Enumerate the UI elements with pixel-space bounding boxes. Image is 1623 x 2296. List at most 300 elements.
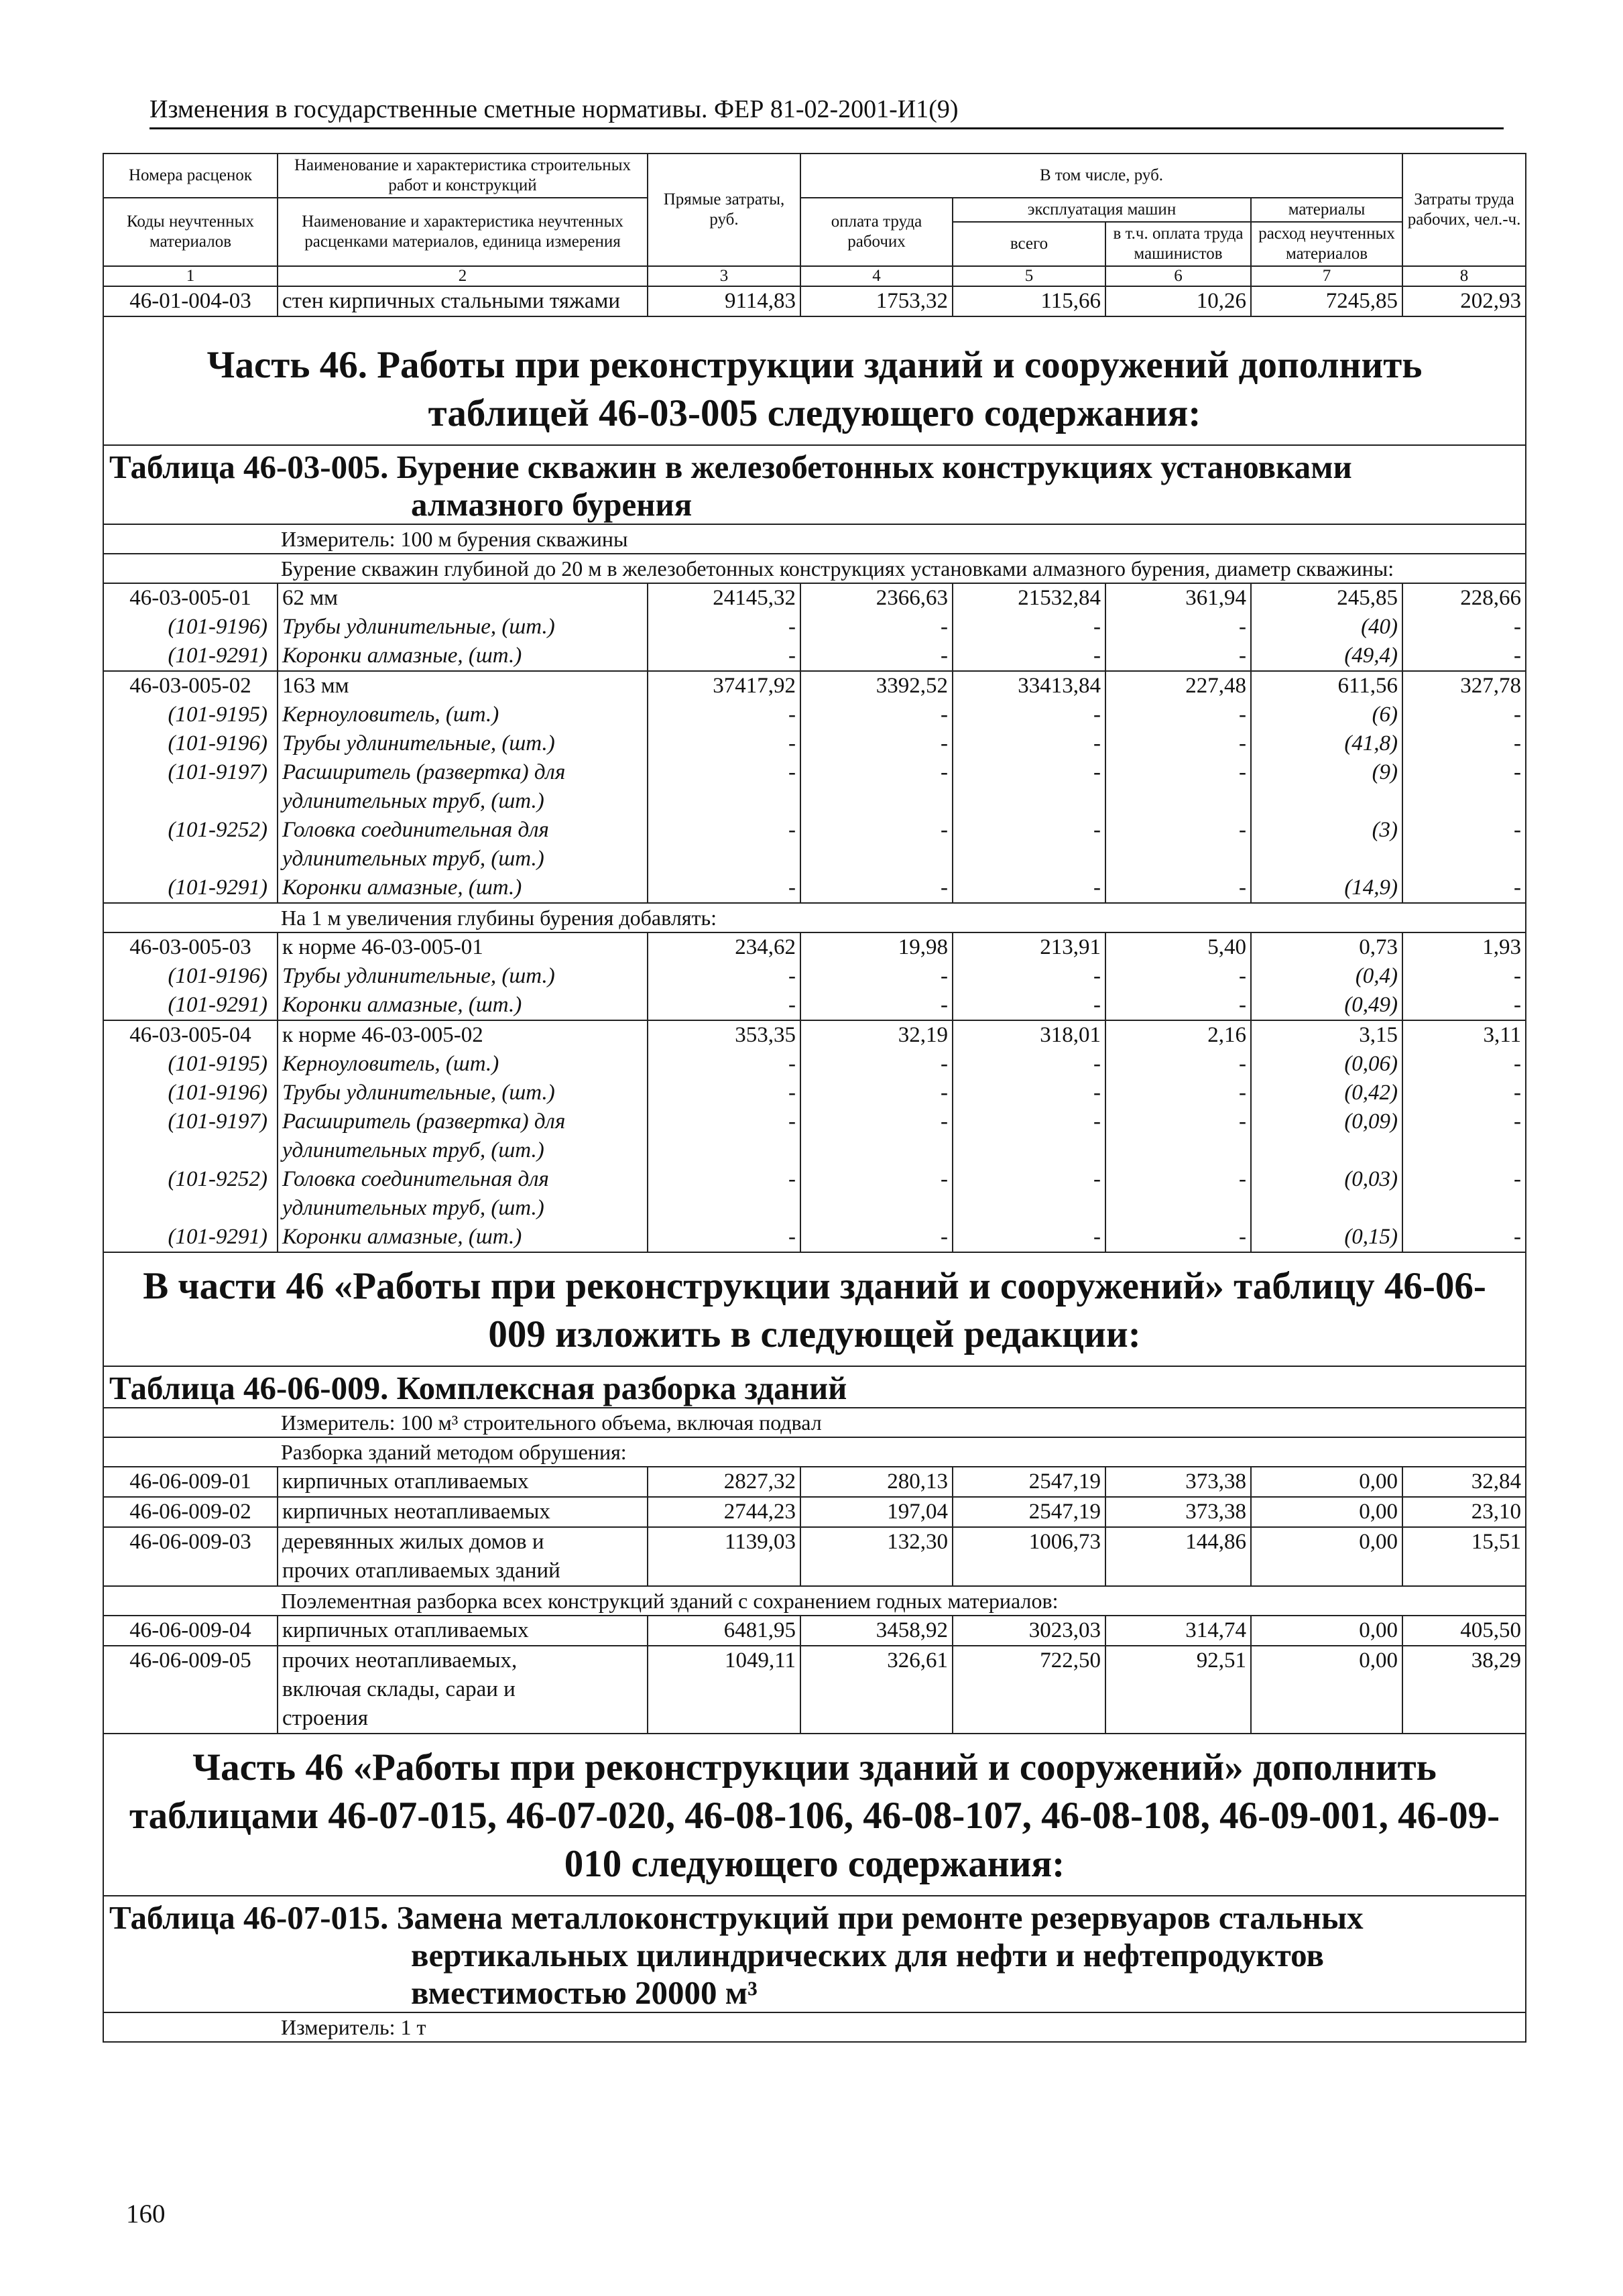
value-cell: 3458,92 xyxy=(800,1616,953,1646)
table-46-03-005-title xyxy=(103,445,1526,524)
value-cell: 23,10 xyxy=(1402,1497,1526,1527)
section-label: На 1 м увеличения глубины бурения добавлять: xyxy=(103,903,1526,932)
value-cell: 19,98 xyxy=(800,932,953,962)
material-consumption: (0,03) xyxy=(1251,1165,1402,1194)
empty-value-cell: - xyxy=(648,962,800,991)
table-46-06-009-title: Таблица 46-06-009. Комплексная разборка зданий xyxy=(103,1366,1526,1408)
col2-bottom-header: Наименование и характеристика неучтенных расценками материалов, единица измерения xyxy=(278,198,648,266)
rate-code: 46-03-005-03 xyxy=(103,932,278,962)
empty-cell xyxy=(800,1194,953,1223)
col-num: 1 xyxy=(103,266,278,286)
empty-value-cell: - xyxy=(1105,729,1251,758)
col-num: 4 xyxy=(800,266,953,286)
rate-name xyxy=(278,1646,648,1734)
empty-value-cell: - xyxy=(1105,642,1251,671)
empty-value-cell: - xyxy=(800,816,953,845)
empty-value-cell: - xyxy=(1105,1050,1251,1079)
value-cell: 722,50 xyxy=(953,1646,1105,1734)
rate-code: 46-03-005-02 xyxy=(103,671,278,701)
col7-header: расход неучтенных материалов xyxy=(1251,222,1402,266)
table-row xyxy=(103,787,1526,816)
material-name: Головка соединительная для xyxy=(278,1165,648,1194)
table-row xyxy=(103,962,1526,991)
empty-value-cell: - xyxy=(1105,991,1251,1020)
value-cell: 33413,84 xyxy=(953,671,1105,701)
empty-cell xyxy=(648,1136,800,1165)
empty-value-cell: - xyxy=(1105,1107,1251,1136)
empty-cell xyxy=(1402,1136,1526,1165)
empty-cell xyxy=(1105,1194,1251,1223)
value-cell: 2,16 xyxy=(1105,1020,1251,1050)
material-name: Коронки алмазные, (шт.) xyxy=(278,991,648,1020)
material-code: (101-9196) xyxy=(103,1079,278,1107)
empty-cell xyxy=(1251,787,1402,816)
value-cell: 0,73 xyxy=(1251,932,1402,962)
value-cell: 3023,03 xyxy=(953,1616,1105,1646)
empty-value-cell: - xyxy=(1105,613,1251,642)
measure-unit: Измеритель: 1 т xyxy=(103,2012,1526,2042)
value-cell: 202,93 xyxy=(1402,286,1526,316)
rate-code: 46-06-009-05 xyxy=(103,1646,278,1734)
empty-cell xyxy=(1251,1194,1402,1223)
value-cell: 3392,52 xyxy=(800,671,953,701)
rate-name-line: кирпичных неотапливаемых xyxy=(282,1500,550,1524)
value-cell: 0,00 xyxy=(1251,1497,1402,1527)
empty-value-cell: - xyxy=(800,758,953,787)
rate-code: 46-03-005-01 xyxy=(103,583,278,613)
rate-group xyxy=(103,1020,1526,1252)
material-name: Головка соединительная для xyxy=(278,816,648,845)
value-cell: 5,40 xyxy=(1105,932,1251,962)
empty-value-cell: - xyxy=(1402,1223,1526,1252)
material-name: Расширитель (развертка) для xyxy=(278,758,648,787)
rate-code: 46-03-005-04 xyxy=(103,1020,278,1050)
empty-cell xyxy=(953,1136,1105,1165)
material-code: (101-9197) xyxy=(103,758,278,787)
table-row xyxy=(103,1165,1526,1194)
empty-cell xyxy=(1105,787,1251,816)
table-row xyxy=(103,729,1526,758)
value-cell: 0,00 xyxy=(1251,1616,1402,1646)
empty-value-cell: - xyxy=(1402,816,1526,845)
table-row xyxy=(103,991,1526,1020)
norms-table xyxy=(103,153,1526,2043)
rate-code: 46-06-009-03 xyxy=(103,1527,278,1586)
empty-value-cell: - xyxy=(1402,1079,1526,1107)
table-row xyxy=(103,1050,1526,1079)
empty-cell xyxy=(800,845,953,873)
material-consumption: (49,4) xyxy=(1251,642,1402,671)
materials-header: материалы xyxy=(1251,198,1402,222)
empty-value-cell: - xyxy=(1402,613,1526,642)
table-row xyxy=(103,701,1526,729)
empty-value-cell: - xyxy=(648,1050,800,1079)
column-numbers-row xyxy=(103,266,1526,286)
col2-top-header: Наименование и характеристика строительных работ и конструкций xyxy=(278,154,648,198)
empty-value-cell: - xyxy=(648,613,800,642)
rate-name xyxy=(278,1467,648,1497)
empty-cell xyxy=(1402,845,1526,873)
material-code: (101-9291) xyxy=(103,873,278,903)
value-cell: 1006,73 xyxy=(953,1527,1105,1586)
empty-cell xyxy=(648,845,800,873)
empty-value-cell: - xyxy=(800,1223,953,1252)
material-consumption: (9) xyxy=(1251,758,1402,787)
rate-name xyxy=(278,1497,648,1527)
col5-header: всего xyxy=(953,222,1105,266)
material-consumption: (14,9) xyxy=(1251,873,1402,903)
empty-value-cell: - xyxy=(800,1165,953,1194)
empty-value-cell: - xyxy=(1402,1050,1526,1079)
value-cell: 2744,23 xyxy=(648,1497,800,1527)
rate-group xyxy=(103,583,1526,671)
value-cell: 37417,92 xyxy=(648,671,800,701)
empty-value-cell: - xyxy=(648,1107,800,1136)
value-cell: 318,01 xyxy=(953,1020,1105,1050)
empty-value-cell: - xyxy=(1402,758,1526,787)
value-cell: 373,38 xyxy=(1105,1467,1251,1497)
material-consumption: (0,42) xyxy=(1251,1079,1402,1107)
section-label: Поэлементная разборка всех конструкций зданий с сохранением годных материалов: xyxy=(103,1586,1526,1616)
value-cell: 3,15 xyxy=(1251,1020,1402,1050)
value-cell: 15,51 xyxy=(1402,1527,1526,1586)
empty-cell xyxy=(953,1194,1105,1223)
empty-value-cell: - xyxy=(648,991,800,1020)
material-code: (101-9252) xyxy=(103,816,278,845)
spacer xyxy=(103,316,1526,332)
part3-title: Часть 46 «Работы при реконструкции зданий и сооружений» дополнить таблицами 46-07-015, 46-07-020, 46-08-106, 46-08-107, 46-08-108, 46-09-001, 46-09-010 следующего содержания: xyxy=(103,1734,1526,1896)
empty-cell xyxy=(1105,845,1251,873)
col1-bottom-header: Коды неучтенных материалов xyxy=(103,198,278,266)
col-num: 7 xyxy=(1251,266,1402,286)
empty-value-cell: - xyxy=(1402,729,1526,758)
measure-unit: Измеритель: 100 м бурения скважины xyxy=(103,524,1526,554)
empty-cell xyxy=(103,1136,278,1165)
material-consumption: (41,8) xyxy=(1251,729,1402,758)
material-name: Трубы удлинительные, (шт.) xyxy=(278,1079,648,1107)
value-cell: 38,29 xyxy=(1402,1646,1526,1734)
value-cell: 0,00 xyxy=(1251,1467,1402,1497)
empty-value-cell: - xyxy=(648,1165,800,1194)
material-name: Керноуловитель, (шт.) xyxy=(278,701,648,729)
empty-value-cell: - xyxy=(648,758,800,787)
material-name: Керноуловитель, (шт.) xyxy=(278,1050,648,1079)
value-cell: 144,86 xyxy=(1105,1527,1251,1586)
rate-name: 62 мм xyxy=(278,583,648,613)
value-cell: 197,04 xyxy=(800,1497,953,1527)
empty-cell xyxy=(1402,787,1526,816)
material-code: (101-9195) xyxy=(103,701,278,729)
empty-value-cell: - xyxy=(953,1079,1105,1107)
empty-value-cell: - xyxy=(648,1223,800,1252)
material-code: (101-9196) xyxy=(103,962,278,991)
table-row xyxy=(103,873,1526,903)
value-cell: 9114,83 xyxy=(648,286,800,316)
material-name: Трубы удлинительные, (шт.) xyxy=(278,962,648,991)
empty-cell xyxy=(648,787,800,816)
empty-value-cell: - xyxy=(1402,873,1526,903)
col-num: 8 xyxy=(1402,266,1526,286)
rate-code: 46-06-009-04 xyxy=(103,1616,278,1646)
empty-value-cell: - xyxy=(953,701,1105,729)
value-cell: 7245,85 xyxy=(1251,286,1402,316)
rate-name xyxy=(278,1616,648,1646)
empty-value-cell: - xyxy=(648,701,800,729)
value-cell: 1753,32 xyxy=(800,286,953,316)
rate-name: 163 мм xyxy=(278,671,648,701)
material-consumption: (3) xyxy=(1251,816,1402,845)
material-code: (101-9291) xyxy=(103,1223,278,1252)
section-label: Бурение скважин глубиной до 20 м в железобетонных конструкциях установками алмазного бурения, диаметр скважины: xyxy=(103,554,1526,583)
value-cell: 227,48 xyxy=(1105,671,1251,701)
empty-cell xyxy=(953,787,1105,816)
title-line: Таблица 46-07-015. Замена металлоконструкций при ремонте резервуаров стальных xyxy=(109,1899,1364,1936)
empty-value-cell: - xyxy=(953,1223,1105,1252)
empty-value-cell: - xyxy=(1402,701,1526,729)
value-cell: 1,93 xyxy=(1402,932,1526,962)
empty-cell xyxy=(1251,845,1402,873)
table-row xyxy=(103,816,1526,845)
material-name: Коронки алмазные, (шт.) xyxy=(278,873,648,903)
empty-value-cell: - xyxy=(1105,701,1251,729)
value-cell: 10,26 xyxy=(1105,286,1251,316)
empty-value-cell: - xyxy=(953,642,1105,671)
material-code: (101-9291) xyxy=(103,991,278,1020)
material-consumption: (0,4) xyxy=(1251,962,1402,991)
value-cell: 132,30 xyxy=(800,1527,953,1586)
rate-name-line: деревянных жилых домов и xyxy=(282,1530,544,1554)
measure-unit: Измеритель: 100 м³ строительного объема, включая подвал xyxy=(103,1408,1526,1437)
value-cell: 1049,11 xyxy=(648,1646,800,1734)
material-name: Трубы удлинительные, (шт.) xyxy=(278,613,648,642)
empty-value-cell: - xyxy=(1105,1223,1251,1252)
table-row xyxy=(103,1527,1526,1586)
material-name-cont: удлинительных труб, (шт.) xyxy=(278,1136,648,1165)
value-cell: 361,94 xyxy=(1105,583,1251,613)
empty-cell xyxy=(103,1194,278,1223)
value-cell: 405,50 xyxy=(1402,1616,1526,1646)
title-line: алмазного бурения xyxy=(411,486,693,523)
title-line: Таблица 46-03-005. Бурение скважин в железобетонных конструкциях установками xyxy=(109,448,1352,485)
rate-name xyxy=(278,1527,648,1586)
empty-value-cell: - xyxy=(800,1079,953,1107)
material-name: Коронки алмазные, (шт.) xyxy=(278,642,648,671)
empty-value-cell: - xyxy=(953,1165,1105,1194)
empty-value-cell: - xyxy=(800,701,953,729)
col1-top-header: Номера расценок xyxy=(103,154,278,198)
col4-header: оплата труда рабочих xyxy=(800,198,953,266)
value-cell: 6481,95 xyxy=(648,1616,800,1646)
value-cell: 234,62 xyxy=(648,932,800,962)
empty-value-cell: - xyxy=(953,1107,1105,1136)
table-row xyxy=(103,758,1526,787)
empty-value-cell: - xyxy=(953,873,1105,903)
empty-value-cell: - xyxy=(953,613,1105,642)
value-cell: 245,85 xyxy=(1251,583,1402,613)
value-cell: 2366,63 xyxy=(800,583,953,613)
material-code: (101-9196) xyxy=(103,729,278,758)
value-cell: 2827,32 xyxy=(648,1467,800,1497)
rate-name-line: включая склады, сараи и xyxy=(282,1677,516,1701)
norms-document xyxy=(103,153,1525,2043)
material-name-cont: удлинительных труб, (шт.) xyxy=(278,1194,648,1223)
empty-value-cell: - xyxy=(800,991,953,1020)
col8-header: Затраты труда рабочих, чел.-ч. xyxy=(1402,154,1526,266)
empty-value-cell: - xyxy=(648,816,800,845)
empty-cell xyxy=(1402,1194,1526,1223)
rate-group xyxy=(103,932,1526,1020)
rate-name: стен кирпичных стальными тяжами xyxy=(278,286,648,316)
empty-value-cell: - xyxy=(953,758,1105,787)
material-consumption: (0,49) xyxy=(1251,991,1402,1020)
material-name: Расширитель (развертка) для xyxy=(278,1107,648,1136)
material-name-cont: удлинительных труб, (шт.) xyxy=(278,845,648,873)
group-header: В том числе, руб. xyxy=(800,154,1402,198)
rate-name: к норме 46-03-005-02 xyxy=(278,1020,648,1050)
empty-value-cell: - xyxy=(953,729,1105,758)
material-consumption: (0,15) xyxy=(1251,1223,1402,1252)
value-cell: 32,19 xyxy=(800,1020,953,1050)
empty-value-cell: - xyxy=(1402,642,1526,671)
value-cell: 92,51 xyxy=(1105,1646,1251,1734)
empty-value-cell: - xyxy=(800,1107,953,1136)
col3-header: Прямые затраты, руб. xyxy=(648,154,800,266)
value-cell: 1139,03 xyxy=(648,1527,800,1586)
value-cell: 21532,84 xyxy=(953,583,1105,613)
col-num: 3 xyxy=(648,266,800,286)
table-row xyxy=(103,845,1526,873)
exploit-header: эксплуатация машин xyxy=(953,198,1251,222)
col-num: 6 xyxy=(1105,266,1251,286)
table-row xyxy=(103,1223,1526,1252)
value-cell: 280,13 xyxy=(800,1467,953,1497)
rate-name-line: прочих отапливаемых зданий xyxy=(282,1559,560,1583)
material-name: Коронки алмазные, (шт.) xyxy=(278,1223,648,1252)
table-row xyxy=(103,613,1526,642)
empty-value-cell: - xyxy=(648,729,800,758)
table-row xyxy=(103,1467,1526,1497)
title-line: вертикальных цилиндрических для нефти и нефтепродуктов xyxy=(411,1937,1324,1974)
rate-name-line: строения xyxy=(282,1706,369,1730)
header-row-1 xyxy=(103,154,1526,198)
header-row-2 xyxy=(103,198,1526,222)
rate-name-line: кирпичных отапливаемых xyxy=(282,1469,529,1494)
value-cell: 2547,19 xyxy=(953,1467,1105,1497)
value-cell: 373,38 xyxy=(1105,1497,1251,1527)
material-consumption: (6) xyxy=(1251,701,1402,729)
empty-value-cell: - xyxy=(953,816,1105,845)
material-consumption: (0,09) xyxy=(1251,1107,1402,1136)
empty-value-cell: - xyxy=(648,642,800,671)
table-row xyxy=(103,932,1526,962)
material-code: (101-9196) xyxy=(103,613,278,642)
title-line: вместимостью 20000 м³ xyxy=(411,1974,758,2011)
value-cell: 611,56 xyxy=(1251,671,1402,701)
material-code: (101-9291) xyxy=(103,642,278,671)
table-row xyxy=(103,1194,1526,1223)
rate-code: 46-06-009-02 xyxy=(103,1497,278,1527)
page-header: Изменения в государственные сметные нормативы. ФЕР 81-02-2001-И1(9) xyxy=(149,93,1504,129)
part2-title: В части 46 «Работы при реконструкции зданий и сооружений» таблицу 46-06-009 изложить в следующей редакции: xyxy=(103,1252,1526,1366)
rate-name-line: кирпичных отапливаемых xyxy=(282,1618,529,1642)
empty-value-cell: - xyxy=(953,1050,1105,1079)
empty-cell xyxy=(1105,1136,1251,1165)
empty-value-cell: - xyxy=(1402,1165,1526,1194)
empty-value-cell: - xyxy=(800,873,953,903)
empty-value-cell: - xyxy=(800,613,953,642)
value-cell: 115,66 xyxy=(953,286,1105,316)
empty-value-cell: - xyxy=(648,873,800,903)
table-row xyxy=(103,1616,1526,1646)
value-cell: 353,35 xyxy=(648,1020,800,1050)
rate-name-line: прочих неотапливаемых, xyxy=(282,1648,518,1673)
rate-group xyxy=(103,1616,1526,1734)
col6-header: в т.ч. оплата труда машинистов xyxy=(1105,222,1251,266)
empty-value-cell: - xyxy=(800,729,953,758)
empty-cell xyxy=(800,1136,953,1165)
value-cell: 32,84 xyxy=(1402,1467,1526,1497)
empty-value-cell: - xyxy=(1105,873,1251,903)
empty-cell xyxy=(103,845,278,873)
rate-group xyxy=(103,1467,1526,1586)
col-num: 2 xyxy=(278,266,648,286)
table-row xyxy=(103,1136,1526,1165)
empty-value-cell: - xyxy=(1105,1165,1251,1194)
part1-title: Часть 46. Работы при реконструкции зданий и сооружений дополнить таблицей 46-03-005 следующего содержания: xyxy=(103,332,1526,445)
material-name: Трубы удлинительные, (шт.) xyxy=(278,729,648,758)
col-num: 5 xyxy=(953,266,1105,286)
section-label: Разборка зданий методом обрушения: xyxy=(103,1437,1526,1467)
value-cell: 0,00 xyxy=(1251,1527,1402,1586)
empty-cell xyxy=(648,1194,800,1223)
material-code: (101-9197) xyxy=(103,1107,278,1136)
empty-cell xyxy=(800,787,953,816)
table-row xyxy=(103,1646,1526,1734)
table-row xyxy=(103,286,1526,316)
table-row xyxy=(103,642,1526,671)
rate-group xyxy=(103,671,1526,903)
empty-value-cell: - xyxy=(953,991,1105,1020)
empty-value-cell: - xyxy=(1105,816,1251,845)
empty-value-cell: - xyxy=(800,1050,953,1079)
empty-value-cell: - xyxy=(800,642,953,671)
empty-cell xyxy=(953,845,1105,873)
material-code: (101-9252) xyxy=(103,1165,278,1194)
value-cell: 327,78 xyxy=(1402,671,1526,701)
material-code: (101-9195) xyxy=(103,1050,278,1079)
empty-cell xyxy=(1251,1136,1402,1165)
rate-code: 46-06-009-01 xyxy=(103,1467,278,1497)
value-cell: 314,74 xyxy=(1105,1616,1251,1646)
material-name-cont: удлинительных труб, (шт.) xyxy=(278,787,648,816)
rate-code: 46-01-004-03 xyxy=(103,286,278,316)
value-cell: 326,61 xyxy=(800,1646,953,1734)
empty-value-cell: - xyxy=(1402,962,1526,991)
page-number: 160 xyxy=(126,2199,166,2228)
empty-value-cell: - xyxy=(1105,962,1251,991)
empty-value-cell: - xyxy=(953,962,1105,991)
value-cell: 0,00 xyxy=(1251,1646,1402,1734)
material-consumption: (0,06) xyxy=(1251,1050,1402,1079)
table-row xyxy=(103,671,1526,701)
value-cell: 228,66 xyxy=(1402,583,1526,613)
table-row xyxy=(103,583,1526,613)
empty-value-cell: - xyxy=(1105,758,1251,787)
value-cell: 3,11 xyxy=(1402,1020,1526,1050)
empty-value-cell: - xyxy=(648,1079,800,1107)
empty-value-cell: - xyxy=(1402,991,1526,1020)
table-row xyxy=(103,1079,1526,1107)
